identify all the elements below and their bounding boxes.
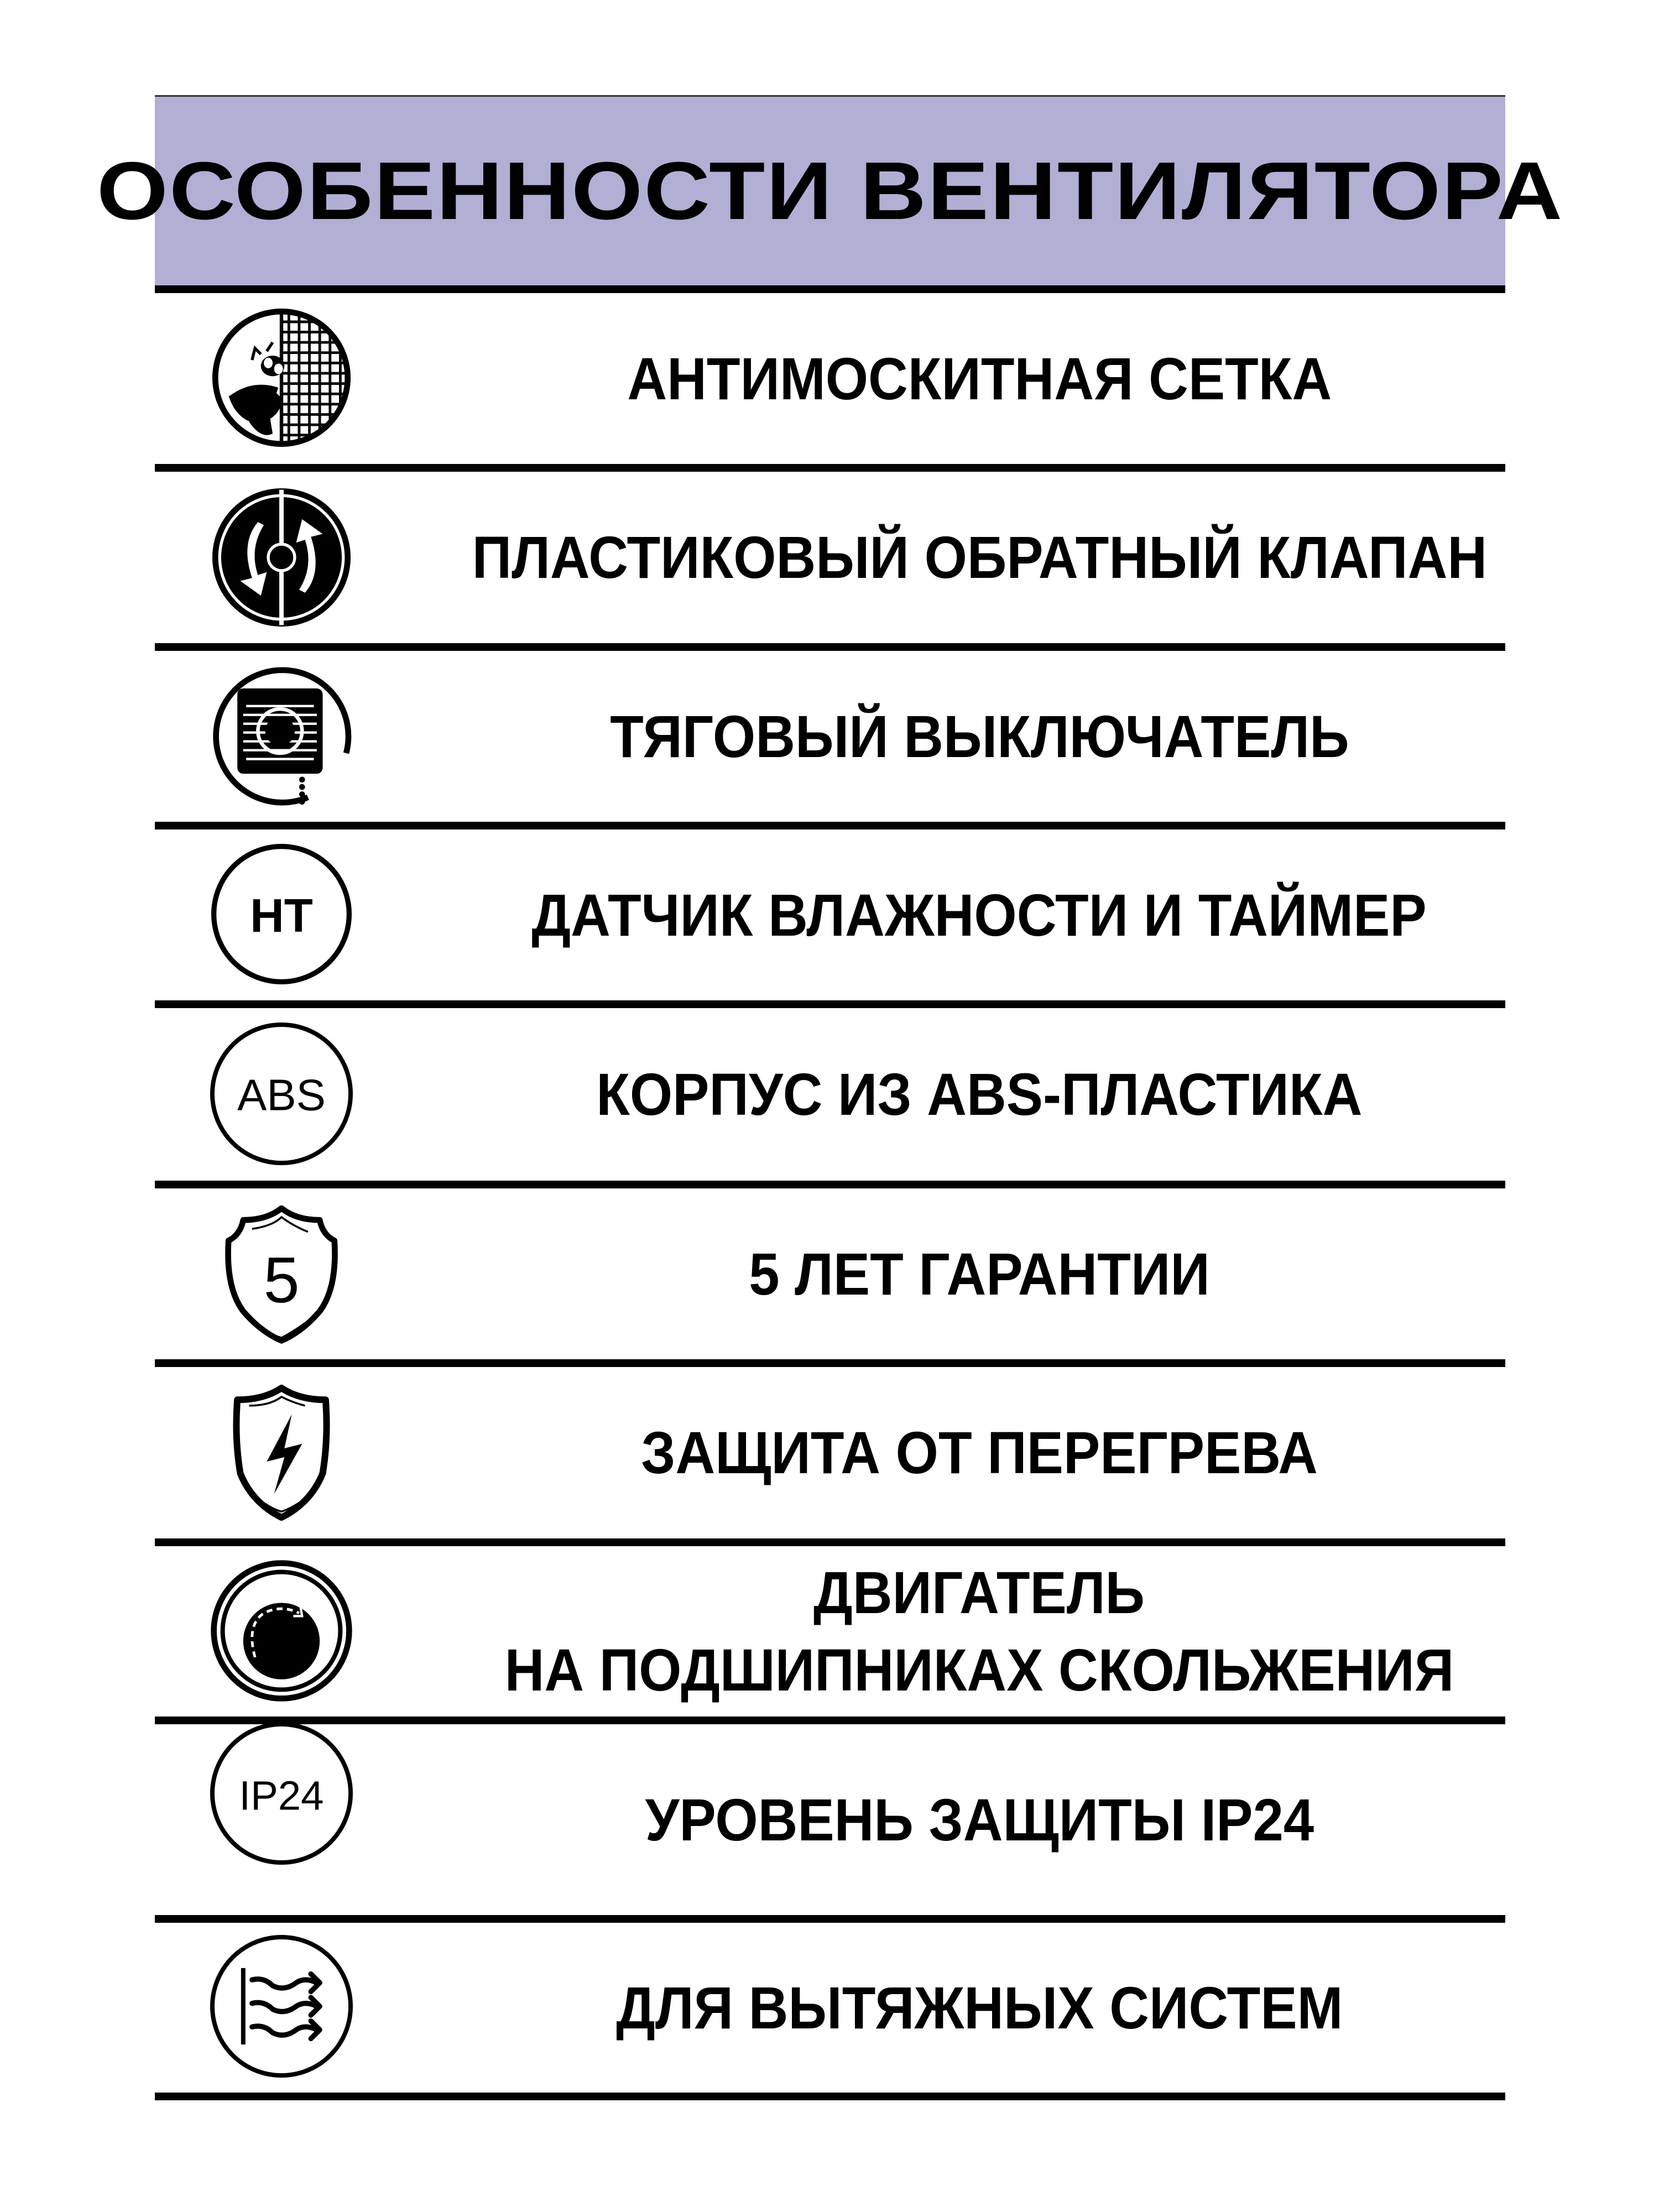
humidity-timer-icon <box>208 841 355 988</box>
feature-label: ДВИГАТЕЛЬ НА ПОДШИПНИКАХ СКОЛЬЖЕНИЯ <box>504 1559 1454 1703</box>
mosquito-net-icon <box>208 304 355 451</box>
warranty-shield-icon <box>208 1199 355 1347</box>
svg-text:5: 5 <box>263 1244 300 1317</box>
svg-text:ABS: ABS <box>237 1070 326 1120</box>
feature-row-abs-plastic <box>155 1008 1505 1181</box>
ip24-icon <box>208 1720 355 1867</box>
divider <box>155 1717 1505 1724</box>
divider <box>155 1181 1505 1188</box>
feature-row-pull-cord-switch <box>155 651 1505 822</box>
feature-row-sleeve-bearing-motor <box>155 1546 1505 1717</box>
svg-text:HT: HT <box>250 889 313 942</box>
feature-row-mosquito-net <box>155 293 1505 464</box>
divider <box>155 1000 1505 1008</box>
feature-label: ЗАЩИТА ОТ ПЕРЕГРЕВА <box>641 1419 1318 1486</box>
divider <box>155 285 1505 293</box>
overheat-protection-icon <box>208 1379 355 1526</box>
abs-plastic-icon <box>208 1020 355 1167</box>
divider <box>155 1538 1505 1546</box>
feature-row-exhaust-systems <box>155 1923 1505 2093</box>
feature-row-humidity-timer <box>155 830 1505 1000</box>
check-valve-icon <box>208 484 355 631</box>
page-title: ОСОБЕННОСТИ ВЕНТИЛЯТОРА <box>96 145 1564 237</box>
exhaust-airflow-icon <box>208 1933 355 2080</box>
divider <box>155 822 1505 830</box>
divider <box>155 2093 1505 2100</box>
divider <box>155 1915 1505 1923</box>
feature-label: ПЛАСТИКОВЫЙ ОБРАТНЫЙ КЛАПАН <box>472 524 1487 591</box>
feature-label: ДЛЯ ВЫТЯЖНЫХ СИСТЕМ <box>615 1974 1343 2041</box>
divider <box>155 643 1505 651</box>
feature-row-check-valve <box>155 472 1505 643</box>
pull-cord-switch-icon <box>208 662 355 809</box>
feature-row-warranty <box>155 1188 1505 1359</box>
svg-text:IP24: IP24 <box>239 1772 324 1819</box>
feature-label: ТЯГОВЫЙ ВЫКЛЮЧАТЕЛЬ <box>609 702 1349 770</box>
header-banner <box>96 95 1564 285</box>
feature-label: КОРПУС ИЗ ABS-ПЛАСТИКА <box>596 1061 1363 1128</box>
divider <box>155 464 1505 472</box>
feature-row-overheat-protection <box>155 1367 1505 1538</box>
feature-label: 5 ЛЕТ ГАРАНТИИ <box>749 1240 1210 1307</box>
feature-label: УРОВЕНЬ ЗАЩИТЫ IP24 <box>645 1786 1314 1853</box>
feature-label: АНТИМОСКИТНАЯ СЕТКА <box>627 345 1332 412</box>
divider <box>155 1359 1505 1367</box>
sleeve-bearing-motor-icon <box>208 1557 355 1704</box>
feature-label: ДАТЧИК ВЛАЖНОСТИ И ТАЙМЕР <box>531 881 1427 948</box>
feature-row-ip24 <box>155 1724 1505 1915</box>
